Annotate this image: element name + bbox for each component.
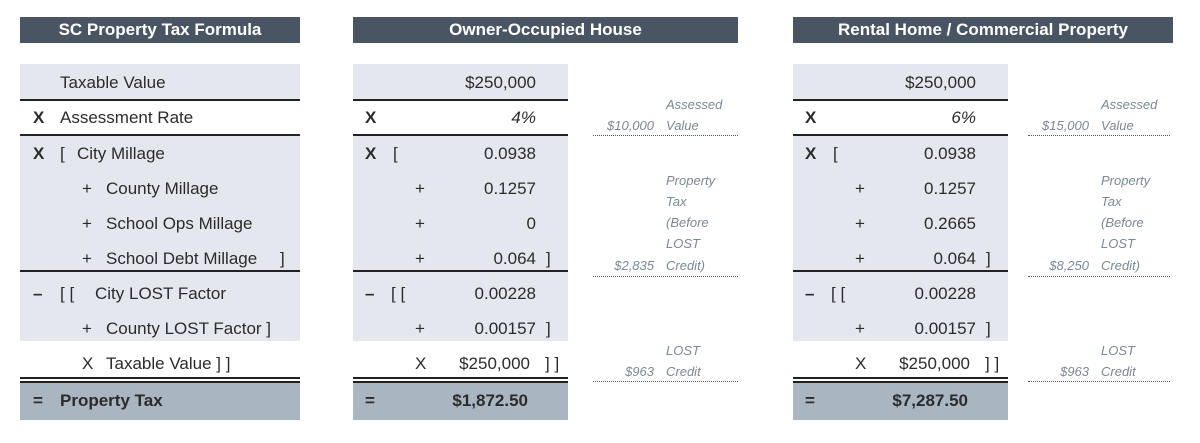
property-tax-label: Property Tax (60, 391, 163, 410)
bracket-close: ] (280, 249, 285, 268)
equals-operator: = (33, 391, 43, 410)
bracket-close: ] (546, 249, 551, 268)
taxable-value-label: Taxable Value (60, 73, 166, 92)
plus-operator: + (855, 179, 865, 198)
plus-operator: + (82, 179, 92, 198)
owner-property-tax: $1,872.50 (452, 391, 528, 410)
rental-property-tax: $7,287.50 (892, 391, 968, 410)
formula-block (20, 64, 300, 420)
owner-county-lost: 0.00157 (474, 319, 536, 338)
rental-school-ops-millage: 0.2665 (924, 214, 976, 233)
owner-school-ops-millage: 0 (526, 214, 536, 233)
bracket-open: [ (60, 144, 65, 163)
owner-header: Owner-Occupied House (353, 17, 738, 43)
multiply-operator: X (855, 354, 867, 373)
minus-operator: – (365, 284, 375, 303)
rental-county-lost: 0.00157 (914, 319, 976, 338)
taxable-value-close-label: Taxable Value ] ] (106, 354, 231, 373)
owner-lost-note: LOST $963 Credit (625, 343, 701, 379)
plus-operator: + (415, 214, 425, 233)
rental-assessment-rate: 6% (951, 108, 976, 127)
owner-lost-rule (593, 381, 738, 382)
rental-city-millage: 0.0938 (924, 144, 976, 163)
plus-operator: + (415, 179, 425, 198)
equals-operator: = (365, 391, 375, 410)
minus-operator: – (805, 284, 815, 303)
bracket-close: ] (986, 319, 991, 338)
rental-header: Rental Home / Commercial Property (793, 17, 1173, 43)
minus-operator: – (33, 284, 43, 303)
plus-operator: + (855, 214, 865, 233)
county-millage-label: County Millage (106, 179, 219, 198)
school-debt-millage-label: School Debt Millage (106, 249, 258, 268)
multiply-operator: X (33, 108, 45, 127)
owner-tax-note: Property Tax (Before LOST $2,835 Credit) (614, 173, 716, 273)
owner-taxable-value: $250,000 (465, 73, 536, 92)
owner-city-millage: 0.0938 (484, 144, 536, 163)
owner-tax-rule (593, 276, 738, 277)
school-ops-millage-label: School Ops Millage (106, 214, 253, 233)
bracket-close: ] (546, 319, 551, 338)
plus-operator: + (82, 214, 92, 233)
rental-city-lost: 0.00228 (914, 284, 976, 303)
bracket-close-double: ] ] (545, 354, 560, 373)
rental-school-debt-millage: 0.064 (933, 249, 976, 268)
rental-block (793, 64, 1008, 420)
lost-bracket-open: [ [ (60, 284, 75, 303)
city-millage-label: City Millage (77, 144, 165, 163)
multiply-operator: X (82, 354, 94, 373)
equals-operator: = (805, 391, 815, 410)
lost-bracket-open: [ [ (391, 284, 406, 303)
county-lost-factor-label: County LOST Factor ] (106, 319, 272, 338)
city-lost-factor-label: City LOST Factor (95, 284, 226, 303)
rental-lost-rule (1028, 381, 1170, 382)
owner-county-millage: 0.1257 (484, 179, 536, 198)
multiply-operator: X (805, 144, 817, 163)
owner-block (353, 64, 568, 420)
rental-assessed-note: Assessed $15,000 Value (1042, 97, 1158, 133)
bracket-close: ] (986, 249, 991, 268)
rental-lost-taxable: $250,000 (899, 354, 970, 373)
owner-lost-taxable: $250,000 (459, 354, 530, 373)
multiply-operator: X (365, 108, 377, 127)
bracket-open: [ (393, 144, 398, 163)
plus-operator: + (415, 319, 425, 338)
lost-bracket-open: [ [ (831, 284, 846, 303)
owner-assessment-rate: 4% (511, 108, 536, 127)
plus-operator: + (855, 319, 865, 338)
plus-operator: + (82, 249, 92, 268)
plus-operator: + (855, 249, 865, 268)
rental-lost-note: LOST $963 Credit (1060, 343, 1136, 379)
rental-taxable-value: $250,000 (905, 73, 976, 92)
owner-assessed-rule (593, 135, 738, 136)
rental-assessed-rule (1028, 135, 1170, 136)
rental-tax-note: Property Tax (Before LOST $8,250 Credit) (1049, 173, 1151, 273)
owner-city-lost: 0.00228 (474, 284, 536, 303)
multiply-operator: X (415, 354, 427, 373)
owner-assessed-note: Assessed $10,000 Value (607, 97, 723, 133)
plus-operator: + (82, 319, 92, 338)
rental-county-millage: 0.1257 (924, 179, 976, 198)
bracket-close-double: ] ] (985, 354, 1000, 373)
multiply-operator: X (33, 144, 45, 163)
plus-operator: + (415, 249, 425, 268)
bracket-open: [ (833, 144, 838, 163)
multiply-operator: X (805, 108, 817, 127)
rental-tax-rule (1028, 276, 1170, 277)
owner-school-debt-millage: 0.064 (493, 249, 536, 268)
assessment-rate-label: Assessment Rate (60, 108, 194, 127)
multiply-operator: X (365, 144, 377, 163)
formula-header: SC Property Tax Formula (20, 17, 300, 43)
